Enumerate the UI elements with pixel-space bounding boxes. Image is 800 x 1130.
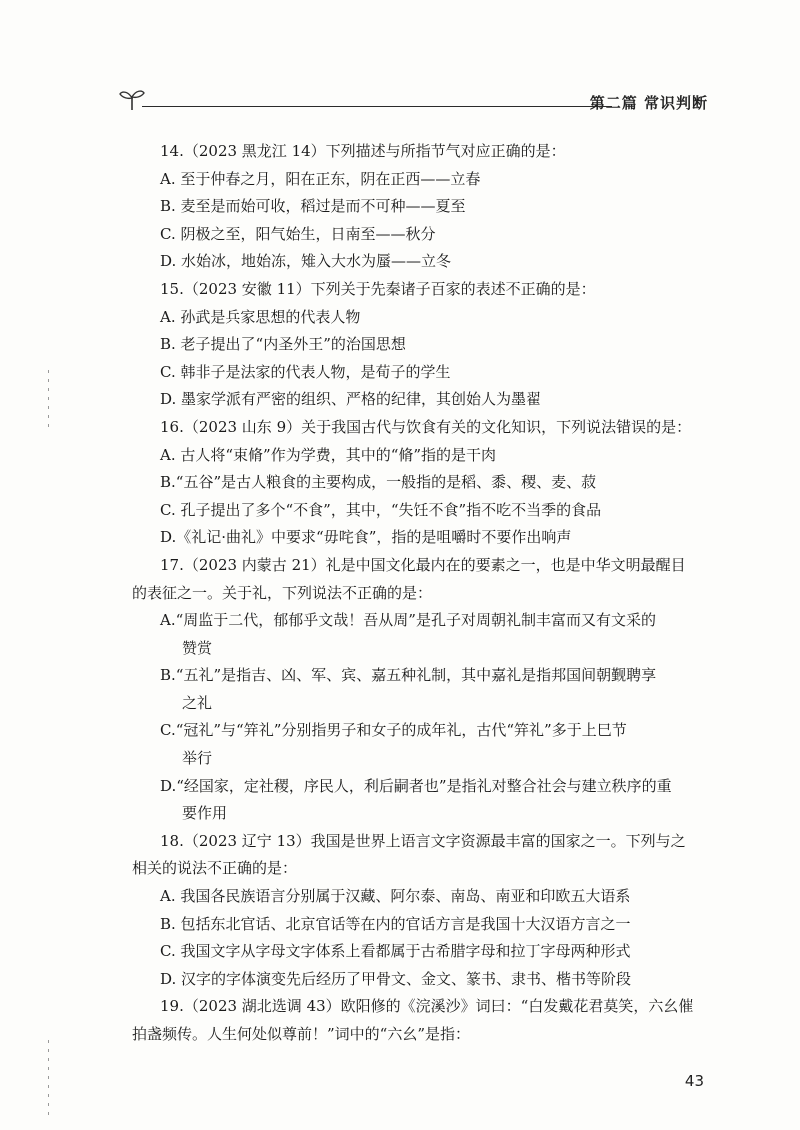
answer-option: A. 我国各民族语言分别属于汉藏、阿尔泰、南岛、南亚和印欧五大语系 xyxy=(160,887,631,906)
section-title: 第二篇 常识判断 xyxy=(589,94,708,112)
answer-option-continued: 举行 xyxy=(182,749,213,768)
answer-option: A. 至于仲春之月，阳在正东，阴在正西——立春 xyxy=(160,169,481,188)
answer-option: B. 麦至是而始可收，稻过是而不可种——夏至 xyxy=(160,197,466,216)
answer-option: A. 孙武是兵家思想的代表人物 xyxy=(160,307,361,326)
answer-option: D. 水始冰，地始冻，雉入大水为蜃——立冬 xyxy=(160,252,452,271)
answer-option: C.“冠礼”与“笄礼”分别指男子和女子的成年礼，古代“笄礼”多于上巳节 xyxy=(160,721,627,740)
answer-option: D. 墨家学派有严密的组织、严格的纪律，其创始人为墨翟 xyxy=(160,390,542,409)
question-list xyxy=(132,142,717,1053)
answer-option: B.“五礼”是指吉、凶、军、宾、嘉五种礼制，其中嘉礼是指邦国间朝觐聘享 xyxy=(160,666,657,685)
sprout-icon xyxy=(118,88,146,112)
answer-option: C. 我国文字从字母文字体系上看都属于古希腊字母和拉丁字母两种形式 xyxy=(160,942,631,961)
answer-option: D.“经国家，定社稷，序民人，利后嗣者也”是指礼对整合社会与建立秩序的重 xyxy=(160,776,672,795)
answer-option: A. 古人将“束脩”作为学费，其中的“脩”指的是干肉 xyxy=(160,445,497,464)
question-stem: 15.（2023 安徽 11）下列关于先秦诸子百家的表述不正确的是： xyxy=(160,279,596,298)
question-stem: 19.（2023 湖北选调 43）欧阳修的《浣溪沙》词曰：“白发戴花君莫笑，六幺催 xyxy=(160,997,694,1016)
page-header xyxy=(118,88,708,118)
answer-option: A.“周监于二代，郁郁乎文哉！吾从周”是孔子对周朝礼制丰富而又有文采的 xyxy=(160,611,656,630)
answer-option: B.“五谷”是古人粮食的主要构成，一般指的是稻、黍、稷、麦、菽 xyxy=(160,473,597,492)
question-stem: 18.（2023 辽宁 13）我国是世界上语言文字资源最丰富的国家之一。下列与之 xyxy=(160,831,686,850)
answer-option: C. 阴极之至，阳气始生，日南至——秋分 xyxy=(160,224,436,243)
answer-option: D.《礼记·曲礼》中要求“毋咤食”，指的是咀嚼时不要作出响声 xyxy=(160,528,572,547)
answer-option: C. 孔子提出了多个“不食”，其中，“失饪不食”指不吃不当季的食品 xyxy=(160,500,602,519)
answer-option: B. 包括东北官话、北京官话等在内的官话方言是我国十大汉语方言之一 xyxy=(160,914,631,933)
question-stem-continued: 的表征之一。关于礼，下列说法不正确的是： xyxy=(132,583,433,602)
answer-option: B. 老子提出了“内圣外王”的治国思想 xyxy=(160,335,406,354)
header-rule xyxy=(142,106,612,107)
binding-margin-marks xyxy=(48,1040,49,1120)
page-number: 43 xyxy=(684,1072,704,1090)
question-stem: 16.（2023 山东 9）关于我国古代与饮食有关的文化知识，下列说法错误的是： xyxy=(160,417,692,436)
question-stem-continued: 拍盏频传。人生何处似尊前！”词中的“六幺”是指： xyxy=(132,1025,471,1043)
question-stem: 17.（2023 内蒙古 21）礼是中国文化最内在的要素之一，也是中华文明最醒目 xyxy=(160,555,686,574)
binding-margin-marks xyxy=(48,370,49,430)
answer-option-continued: 赞赏 xyxy=(182,638,213,657)
answer-option-continued: 之礼 xyxy=(182,693,213,712)
question-stem-continued: 相关的说法不正确的是： xyxy=(132,859,298,878)
answer-option: D. 汉字的字体演变先后经历了甲骨文、金文、篆书、隶书、楷书等阶段 xyxy=(160,969,632,988)
answer-option: C. 韩非子是法家的代表人物，是荀子的学生 xyxy=(160,362,451,381)
question-stem: 14.（2023 黑龙江 14）下列描述与所指节气对应正确的是： xyxy=(160,142,566,160)
answer-option-continued: 要作用 xyxy=(182,804,228,823)
